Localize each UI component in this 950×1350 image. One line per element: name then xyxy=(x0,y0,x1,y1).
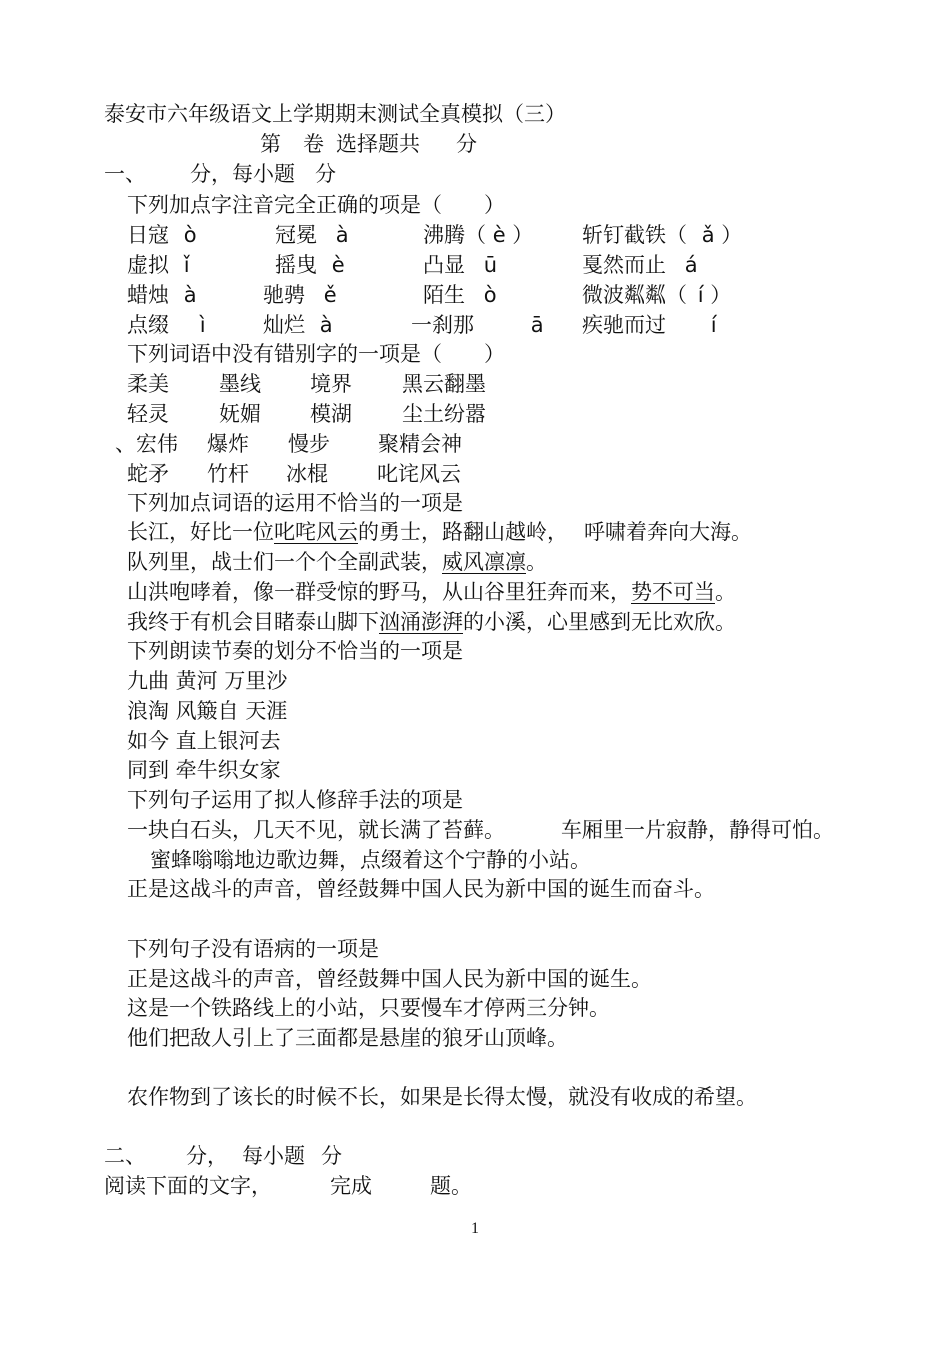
q3-a-text-2: 的勇士，路翻山越岭， xyxy=(358,520,568,544)
q2-b4: 尘土纷嚣 xyxy=(402,402,486,426)
q2-b3: 模湖 xyxy=(310,402,352,426)
q2-a2: 墨线 xyxy=(219,372,261,396)
q1-a1: 日寇 ò xyxy=(127,223,197,247)
q4-option-a: 九曲 黄河 万里沙 xyxy=(127,669,288,693)
q2-d4: 叱诧风云 xyxy=(377,462,461,486)
q3-d-text: 我终于有机会目睹泰山脚下 xyxy=(127,610,379,634)
section-two-number: 二、 xyxy=(104,1144,146,1168)
q3-b-text-2: 。 xyxy=(526,550,547,574)
q6-stem: 下列句子没有语病的一项是 xyxy=(127,937,379,961)
section-one-number: 一、 xyxy=(104,162,146,186)
q4-option-b: 浪淘 风簸自 天涯 xyxy=(127,699,288,723)
q3-a-text-3: 呼啸着奔向大海。 xyxy=(584,520,752,544)
q3-option-c xyxy=(127,578,736,606)
q3-c-text-2: 。 xyxy=(715,580,736,604)
section-two-per-score: 分 xyxy=(321,1144,342,1168)
q4-option-d: 同到 牵牛织女家 xyxy=(127,758,281,782)
q5-option-c: 蜜蜂嗡嗡地边歌边舞，点缀着这个宁静的小站。 xyxy=(150,848,591,872)
q3-option-a xyxy=(127,518,752,546)
q3-c-text: 山洪咆哮着，像一群受惊的野马，从山谷里狂奔而来， xyxy=(127,580,631,604)
page-title: 泰安市六年级语文上学期期末测试全真模拟（三） xyxy=(104,102,566,126)
page-number: 1 xyxy=(471,1220,479,1237)
q1-d1: 点缀 ì xyxy=(127,313,206,337)
q3-a-underlined-term: 叱咤风云 xyxy=(274,520,358,544)
volume-label-c: 选择题共 xyxy=(336,132,420,156)
q1-a4: 斩钉截铁（ ǎ ） xyxy=(582,223,743,247)
q2-d2: 竹杆 xyxy=(207,462,249,486)
q1-c2: 驰骋 ě xyxy=(263,283,337,307)
q1-b2: 摇曳 è xyxy=(275,253,345,277)
q2-b2: 妩媚 xyxy=(219,402,261,426)
q5-option-d: 正是这战斗的声音，曾经鼓舞中国人民为新中国的诞生而奋斗。 xyxy=(127,877,715,901)
q1-b1: 虚拟 ǐ xyxy=(127,253,190,277)
volume-label-d: 分 xyxy=(456,132,477,156)
q4-option-c: 如今 直上银河去 xyxy=(127,729,281,753)
q2-c1: 、宏伟 xyxy=(115,432,178,456)
q2-a1: 柔美 xyxy=(127,372,169,396)
q2-d1: 蛇矛 xyxy=(127,462,169,486)
q1-c4: 微波粼粼（ í ） xyxy=(582,283,732,307)
q2-a3: 境界 xyxy=(310,372,352,396)
q6-option-a: 正是这战斗的声音，曾经鼓舞中国人民为新中国的诞生。 xyxy=(127,967,652,991)
q3-c-underlined-term: 势不可当 xyxy=(631,580,715,604)
q1-d4: 疾驰而过 í xyxy=(582,313,717,337)
section-two-heading xyxy=(104,1142,342,1170)
q1-stem: 下列加点字注音完全正确的项是（ ） xyxy=(127,193,505,217)
section-two-score: 分， xyxy=(186,1144,228,1168)
q1-b3: 凸显 ū xyxy=(423,253,497,277)
reading-text-b: 完成 xyxy=(330,1174,372,1198)
volume-label-b: 卷 xyxy=(303,132,324,156)
q2-d3: 冰棍 xyxy=(286,462,328,486)
q3-stem: 下列加点词语的运用不恰当的一项是 xyxy=(127,491,463,515)
q3-a-text: 长江，好比一位 xyxy=(127,520,274,544)
section-one-score: 分，每小题 xyxy=(190,162,295,186)
q2-c4: 聚精会神 xyxy=(378,432,462,456)
q2-b1: 轻灵 xyxy=(127,402,169,426)
q5-option-b: 车厢里一片寂静，静得可怕。 xyxy=(561,818,834,842)
volume-line xyxy=(260,130,477,158)
reading-text-c: 题。 xyxy=(430,1174,472,1198)
reading-instruction xyxy=(104,1172,472,1200)
q3-d-text-2: 的小溪，心里感到无比欢欣。 xyxy=(463,610,736,634)
reading-text-a: 阅读下面的文字， xyxy=(104,1174,272,1198)
q2-stem: 下列词语中没有错别字的一项是（ ） xyxy=(127,342,505,366)
q1-c1: 蜡烛 à xyxy=(127,283,197,307)
q5-stem: 下列句子运用了拟人修辞手法的项是 xyxy=(127,788,463,812)
section-one-heading xyxy=(104,160,336,188)
q1-b4: 戛然而止 á xyxy=(582,253,698,277)
q6-option-b: 这是一个铁路线上的小站，只要慢车才停两三分钟。 xyxy=(127,996,610,1020)
section-one-per: 分 xyxy=(315,162,336,186)
q3-option-b xyxy=(127,548,547,576)
q2-c3: 慢步 xyxy=(288,432,330,456)
q6-option-c: 他们把敌人引上了三面都是悬崖的狼牙山顶峰。 xyxy=(127,1026,568,1050)
volume-label-a: 第 xyxy=(260,132,281,156)
section-two-per: 每小题 xyxy=(242,1144,305,1168)
q2-c2: 爆炸 xyxy=(207,432,249,456)
q6-option-d: 农作物到了该长的时候不长，如果是长得太慢，就没有收成的希望。 xyxy=(127,1085,757,1109)
q3-b-underlined-term: 威风凛凛 xyxy=(442,550,526,574)
q5-option-a: 一块白石头，几天不见，就长满了苔藓。 xyxy=(127,818,505,842)
q3-option-d xyxy=(127,608,736,636)
q3-b-text: 队列里，战士们一个个全副武装， xyxy=(127,550,442,574)
q1-a2: 冠冕 à xyxy=(275,223,349,247)
q4-stem: 下列朗读节奏的划分不恰当的一项是 xyxy=(127,639,463,663)
q3-d-underlined-term: 汹涌澎湃 xyxy=(379,610,463,634)
q2-a4: 黑云翻墨 xyxy=(402,372,486,396)
q1-a3: 沸腾（ è ） xyxy=(423,223,534,247)
q1-d2: 灿烂 à xyxy=(263,313,333,337)
q1-d3: 一刹那 ā xyxy=(411,313,544,337)
q1-c3: 陌生 ò xyxy=(423,283,497,307)
